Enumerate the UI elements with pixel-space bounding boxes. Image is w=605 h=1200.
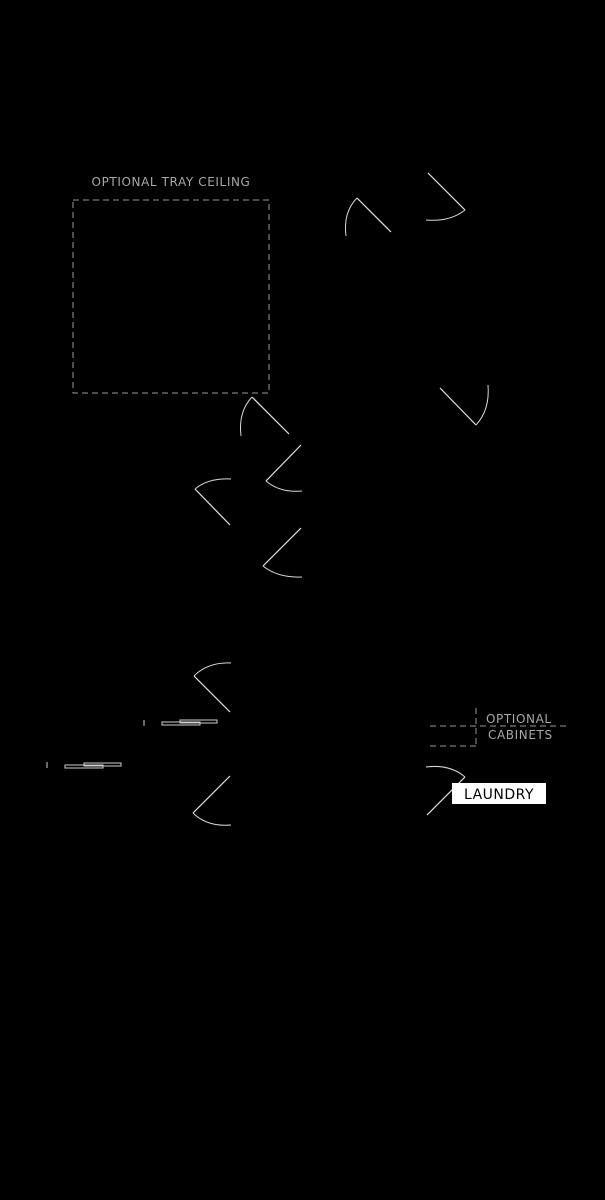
door-garage-2 xyxy=(193,776,231,825)
door-garage-1 xyxy=(194,663,231,712)
door-hall-3 xyxy=(263,528,302,577)
door-swing-arc xyxy=(426,766,465,777)
tray-ceiling-label: OPTIONAL TRAY CEILING xyxy=(91,175,251,189)
door-leaf xyxy=(252,397,289,434)
door-bedroom-1 xyxy=(345,198,391,236)
optional-cabinets xyxy=(430,708,567,746)
door-leaf xyxy=(193,776,230,813)
door-closet-1 xyxy=(440,385,488,425)
door-swing-arc xyxy=(193,813,231,825)
door-leaf xyxy=(263,528,301,566)
door-leaf xyxy=(195,489,230,525)
door-leaf xyxy=(194,676,230,712)
door-bedroom-2 xyxy=(426,173,465,220)
door-swing-arc xyxy=(240,397,252,436)
cabinets-label-line2: CABINETS xyxy=(488,728,553,742)
door-bath-1 xyxy=(240,397,289,436)
window-1 xyxy=(144,720,217,726)
door-leaf xyxy=(428,173,465,210)
cabinets-label-line1: OPTIONAL xyxy=(486,712,552,726)
door-leaf xyxy=(357,198,391,232)
door-hall-2 xyxy=(195,479,231,525)
door-swing-arc xyxy=(263,566,302,577)
door-swing-arc xyxy=(194,663,231,676)
door-leaf xyxy=(266,445,301,481)
door-swing-arc xyxy=(476,385,488,425)
door-hall-1 xyxy=(266,445,302,491)
door-leaf xyxy=(440,388,476,425)
laundry-label: LAUNDRY xyxy=(463,787,535,803)
tray-ceiling-outline xyxy=(73,200,269,393)
window-2 xyxy=(47,762,121,768)
laundry-tag xyxy=(452,783,546,804)
door-swing-arc xyxy=(266,481,302,491)
door-swing-arc xyxy=(195,479,231,489)
door-swing-arc xyxy=(426,210,465,220)
door-swing-arc xyxy=(345,198,357,236)
